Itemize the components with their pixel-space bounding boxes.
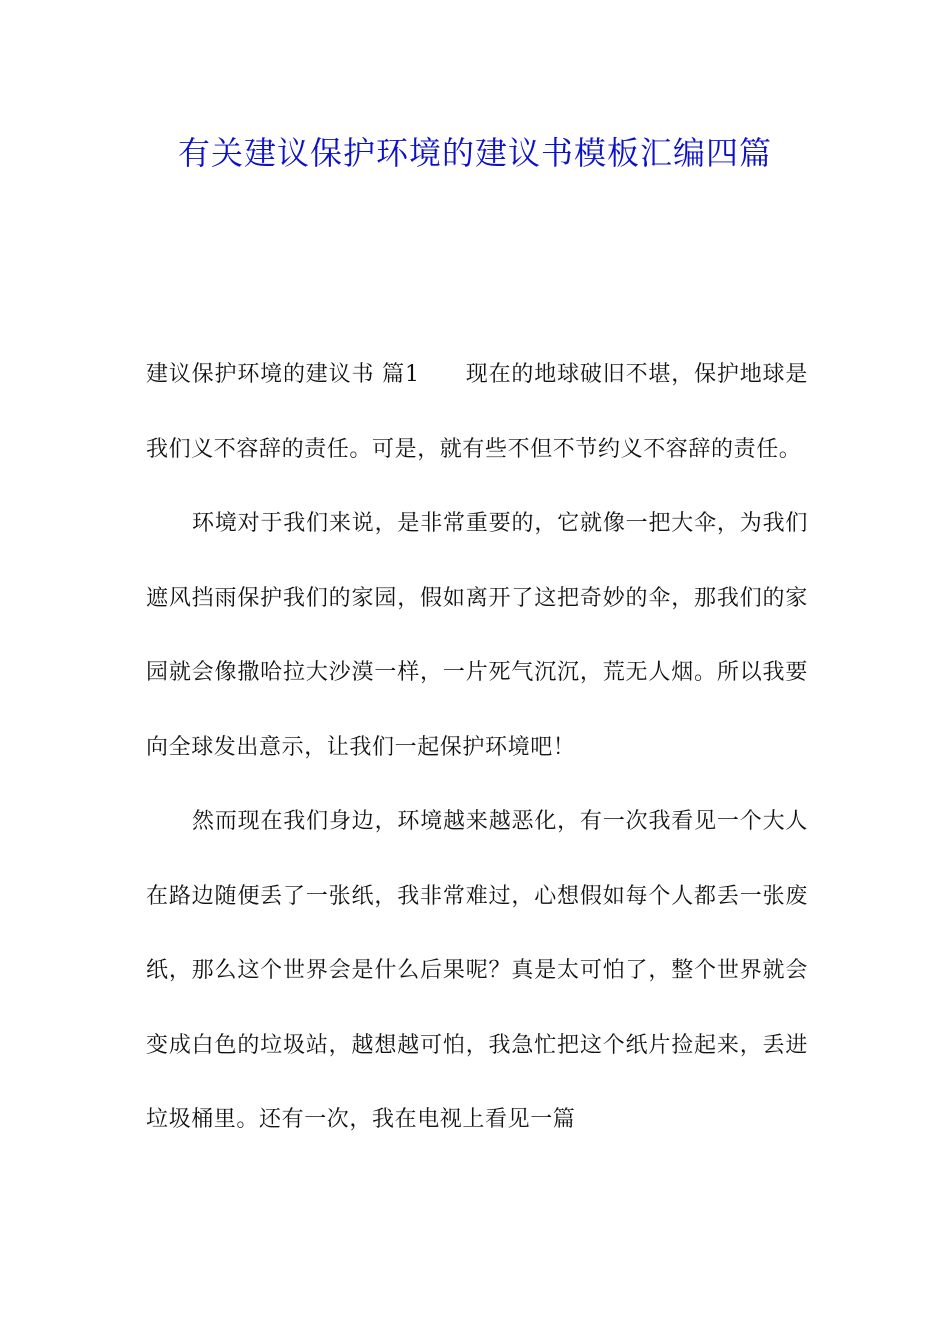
section-heading: 建议保护环境的建议书 篇1: [146, 362, 420, 387]
paragraph-1-text: 现在的地球破旧不堪，保护地球是我们义不容辞的责任。可是，就有些不但不节约义不容辞的责任。: [146, 362, 808, 462]
paragraph-3: 然而现在我们身边，环境越来越恶化，有一次我看见一个大人在路边随便丢了一张纸，我非常难过，心想假如每个人都丢一张废纸，那么这个世界会是什么后果呢？真是太可怕了，整个世界就会变成白色的垃圾站，越想越可怕，我急忙把这个纸片捡起来，丢进垃圾桶里。还有一次，我在电视上看见一篇: [146, 809, 808, 1132]
document-body: [146, 338, 808, 1158]
paragraph-2: 环境对于我们来说，是非常重要的，它就像一把大伞，为我们遮风挡雨保护我们的家园，假如离开了这把奇妙的伞，那我们的家园就会像撒哈拉大沙漠一样，一片死气沉沉，荒无人烟。所以我要向全球发出意示，让我们一起保护环境吧！: [146, 511, 808, 760]
document-title: 有关建议保护环境的建议书模板汇编四篇: [177, 134, 772, 172]
first-paragraph: [146, 338, 808, 487]
